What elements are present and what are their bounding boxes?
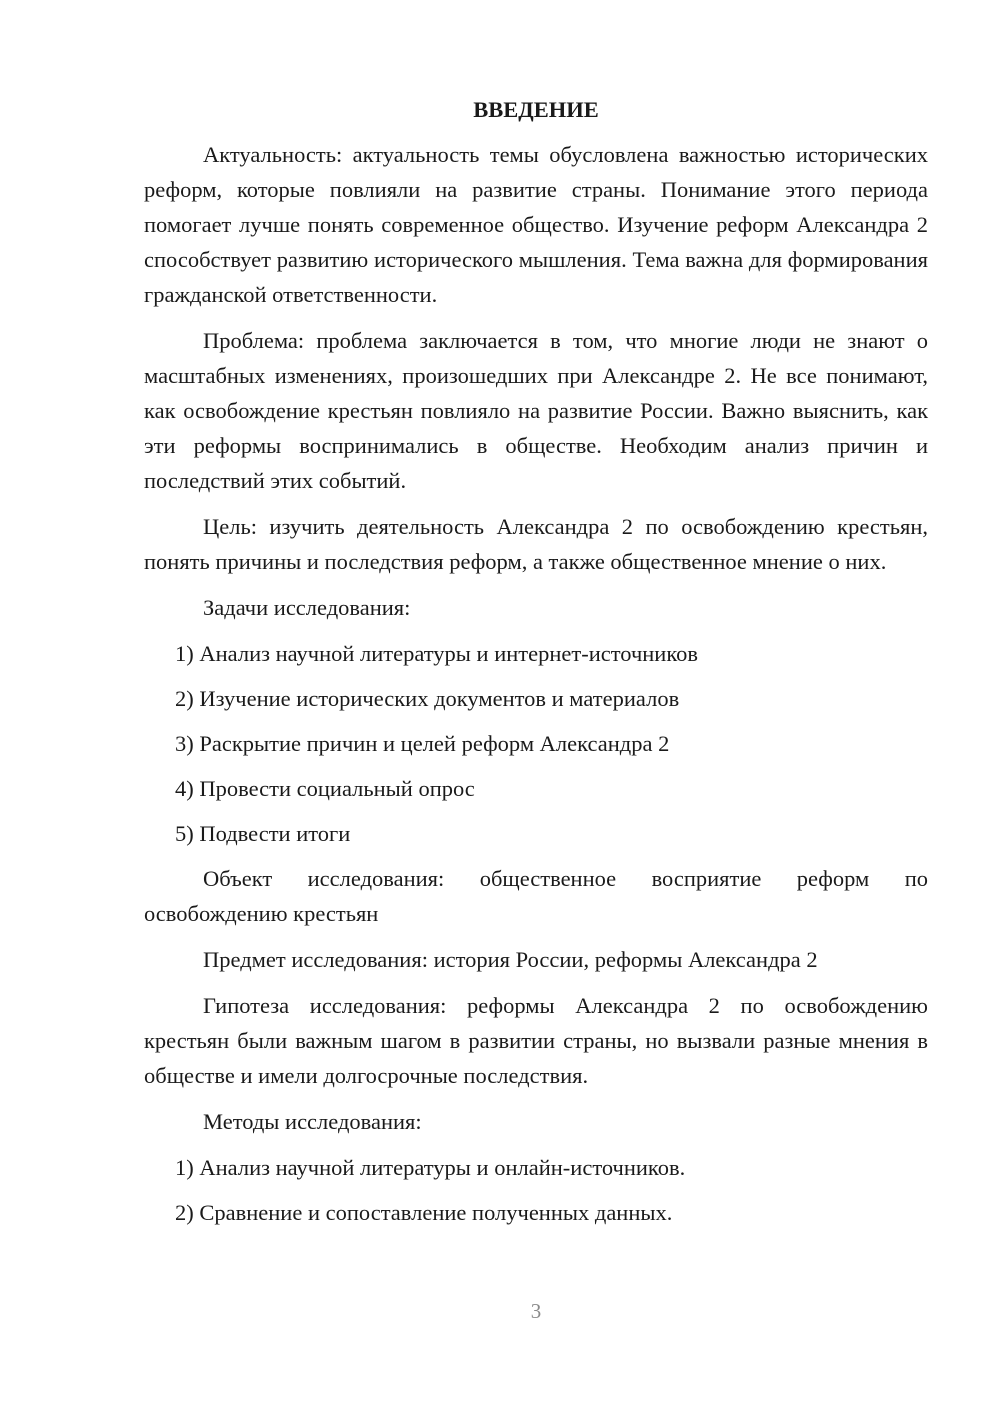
page-title: ВВЕДЕНИЕ [473,97,599,122]
tasks-heading: Задачи исследования: [203,595,411,620]
subject-paragraph: Предмет исследования: история России, реформы Александра 2 [203,947,818,972]
page-number: 3 [530,1299,542,1323]
hypothesis-paragraph: Гипотеза исследования: реформы Александра 2 по освобождению крестьян были важным шагом в развитии страны, но вызвали разные мнения в обществе и имели долгосрочные последствия. [144,993,928,1088]
problem-paragraph: Проблема: проблема заключается в том, что многие люди не знают о масштабных изменениях, произошедших при Александре 2. Не все понимают, как освобождение крестьян повлияло на развитие России. Важно выяснить, как эти реформы воспринимались в обществе. Необходим анализ причин и последствий этих событий. [144,328,928,493]
goal-paragraph: Цель: изучить деятельность Александра 2 по освобождению крестьян, понять причины и последствия реформ, а также общественное мнение о них. [144,514,928,574]
task-item: 3) Раскрытие причин и целей реформ Александра 2 [175,731,670,756]
object-paragraph: Объект исследования: общественное восприятие реформ по освобождению крестьян [144,866,928,926]
methods-heading: Методы исследования: [203,1109,422,1134]
method-item: 2) Сравнение и сопоставление полученных данных. [175,1200,673,1225]
page-body [144,90,928,1240]
method-item: 1) Анализ научной литературы и онлайн-источников. [175,1155,686,1180]
task-item: 2) Изучение исторических документов и материалов [175,686,680,711]
task-item: 4) Провести социальный опрос [175,776,475,801]
task-item: 1) Анализ научной литературы и интернет-источников [175,641,699,666]
relevance-paragraph: Актуальность: актуальность темы обусловлена важностью исторических реформ, которые повлияли на развитие страны. Понимание этого периода помогает лучше понять современное общество. Изучение реформ Александра 2 способствует развитию исторического мышления. Тема важна для формирования гражданской ответственности. [144,142,928,307]
task-item: 5) Подвести итоги [175,821,351,846]
